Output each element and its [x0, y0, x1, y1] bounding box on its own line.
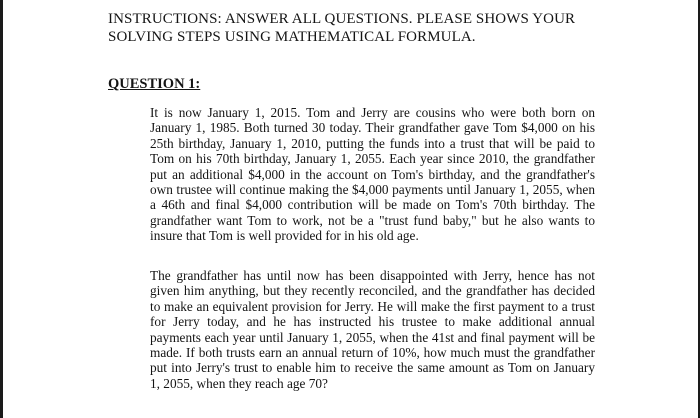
question-paragraph-1: It is now January 1, 2015. Tom and Jerry are cousins who were both born on January 1, 1985. Both turned 30 today. Their grandfather gave Tom $4,000 on his 25th birthday, January 1, 2010, putting the funds into a trust that will be paid to Tom on his 70th birthday, January 1, 2055. Each year since 2010, the grandfather put an additional $4,000 in the account on Tom's birthday, and the grandfather's own trustee will continue making the $4,000 payments until January 1, 2055, when a 46th and final $4,000 contribution will be made on Tom's 70th birthday. The grandfather want Tom to work, not be a "trust fund baby," but he also wants to insure that Tom is well provided for in his old age. [150, 105, 595, 244]
question-heading: QUESTION 1: [108, 76, 201, 92]
left-border [0, 0, 3, 418]
instructions-text: INSTRUCTIONS: ANSWER ALL QUESTIONS. PLEASE SHOWS YOUR SOLVING STEPS USING MATHEMATICAL FORMULA. [108, 11, 576, 45]
question-paragraph-2: The grandfather has until now has been disappointed with Jerry, hence has not given him anything, but they recently reconciled, and the grandfather has decided to make an equivalent provision for Jerry. He will make the first payment to a trust for Jerry today, and he has instructed his trustee to make additional annual payments each year until January 1, 2055, when the 41st and final payment will be made. If both trusts earn an annual return of 10%, how much must the grandfather put into Jerry's trust to enable him to receive the same amount as Tom on January 1, 2055, when they reach age 70? [150, 268, 595, 391]
